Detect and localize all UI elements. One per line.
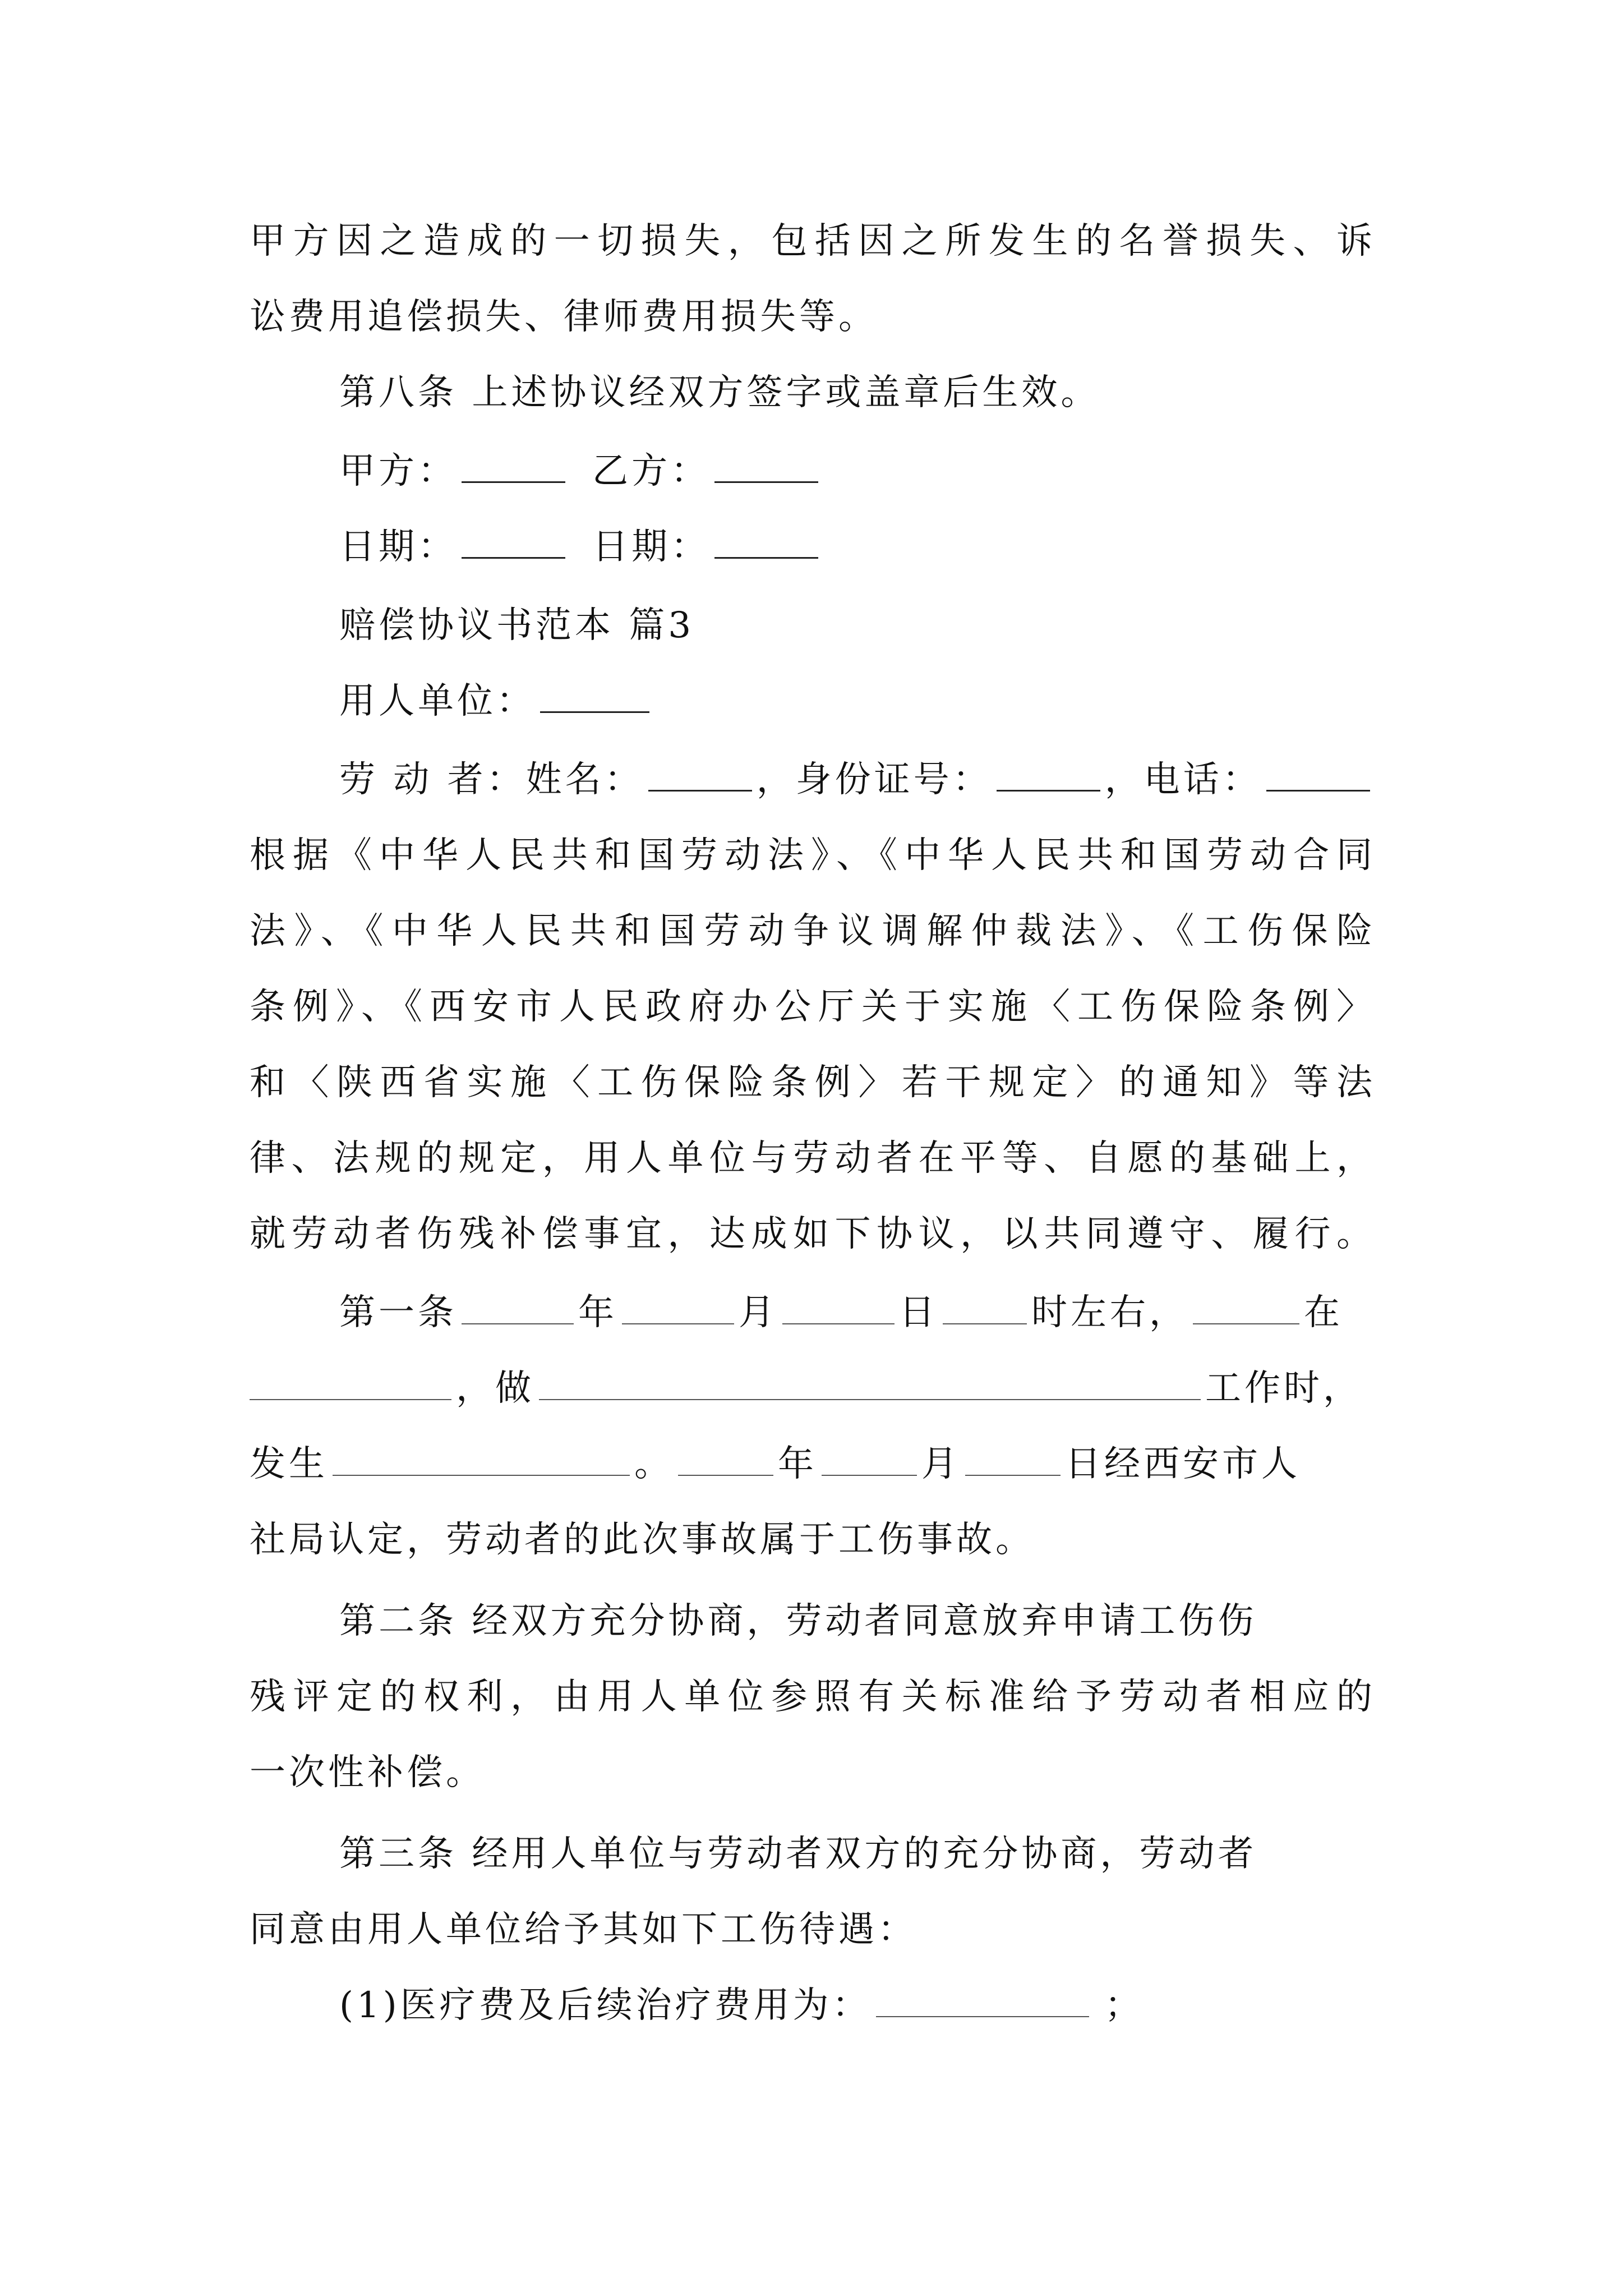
work-time-label: 工作时， — [1205, 1368, 1362, 1409]
section-heading: 赔偿协议书范本 篇3 — [339, 605, 695, 646]
year-label-2: 年 — [778, 1443, 817, 1485]
day-label-2: 日经西安市人 — [1065, 1443, 1301, 1485]
paragraph-line: 法》、《中华人民共和国劳动争议调解仲裁法》、《工伤保险 — [250, 910, 1376, 952]
party-a-label: 甲方： — [339, 450, 457, 492]
paragraph-line: 讼费用追偿损失、律师费用损失等。 — [250, 296, 878, 338]
worker-id-label: ，身份证号： — [756, 759, 992, 800]
work-label: ，做 — [456, 1368, 534, 1409]
hour-label: 时左右， — [1031, 1292, 1188, 1333]
paragraph-line: 甲方因之造成的一切损失，包括因之所发生的名誉损失、诉 — [250, 220, 1376, 262]
paragraph-line: 残评定的权利，由用人单位参照有关标准给予劳动者相应的 — [250, 1676, 1376, 1718]
article-three: 第三条 经用人单位与劳动者双方的充分协商，劳动者 — [339, 1833, 1257, 1875]
worker-phone-label: ，电话： — [1104, 759, 1262, 800]
article-one-line-2 — [250, 1363, 1362, 1414]
occurred-blank — [333, 1441, 630, 1476]
employer-blank — [540, 678, 649, 713]
month-label: 月 — [739, 1292, 778, 1333]
month-label-2: 月 — [921, 1443, 961, 1485]
day-blank — [782, 1290, 895, 1324]
location-label: 在 — [1304, 1292, 1343, 1333]
party-b-blank — [714, 448, 818, 483]
period-mark: 。 — [634, 1443, 674, 1485]
party-b-label: 乙方： — [592, 450, 710, 492]
article-one-label: 第一条 — [339, 1292, 457, 1333]
paragraph-line: 同意由用人单位给予其如下工伤待遇： — [250, 1909, 917, 1950]
date-a-blank — [462, 523, 565, 559]
party-a-blank — [462, 448, 565, 483]
worker-row — [339, 754, 1375, 805]
article-two: 第二条 经双方充分协商，劳动者同意放弃申请工伤伤 — [339, 1600, 1257, 1642]
worker-phone-blank — [1266, 756, 1370, 792]
paragraph-line: 律、法规的规定，用人单位与劳动者在平等、自愿的基础上， — [250, 1138, 1376, 1179]
article-one-line-1 — [339, 1287, 1343, 1338]
article-one-line-3 — [250, 1439, 1301, 1489]
employer-label: 用人单位： — [339, 680, 536, 722]
date-b-blank — [714, 523, 818, 559]
date-a-label: 日期： — [339, 526, 457, 568]
paragraph-line: 条例》、《西安市人民政府办公厅关于实施〈工伤保险条例〉 — [250, 986, 1376, 1028]
work-blank — [539, 1365, 1201, 1400]
paragraph-line: 根据《中华人民共和国劳动法》、《中华人民共和国劳动合同 — [250, 835, 1376, 876]
paragraph-line: 社局认定，劳动者的此次事故属于工伤事故。 — [250, 1519, 1035, 1561]
worker-name-label: 劳 动 者：姓名： — [339, 759, 644, 800]
article-eight: 第八条 上述协议经双方签字或盖章后生效。 — [339, 372, 1100, 413]
hour-blank — [943, 1290, 1027, 1324]
date-b-label: 日期： — [592, 526, 710, 568]
month-blank — [622, 1290, 734, 1324]
worker-name-blank — [648, 756, 752, 792]
month-blank-2 — [822, 1441, 917, 1476]
medical-fee-label: (1)医疗费及后续治疗费用为： — [339, 1985, 872, 2026]
occurred-label: 发生 — [250, 1443, 328, 1485]
medical-fee-blank — [876, 1982, 1089, 2017]
location-blank — [1193, 1290, 1299, 1324]
place-blank — [250, 1365, 451, 1400]
signature-date-row — [339, 522, 823, 572]
day-label: 日 — [899, 1292, 938, 1333]
year-blank-2 — [678, 1441, 773, 1476]
medical-fee-row — [339, 1980, 1144, 2031]
year-label: 年 — [578, 1292, 617, 1333]
day-blank-2 — [965, 1441, 1061, 1476]
semicolon: ； — [1104, 1985, 1144, 2026]
paragraph-line: 一次性补偿。 — [250, 1752, 485, 1793]
paragraph-line: 就劳动者伤残补偿事宜，达成如下协议，以共同遵守、履行。 — [250, 1213, 1376, 1255]
employer-row — [339, 676, 654, 726]
paragraph-line: 和〈陕西省实施〈工伤保险条例〉若干规定〉的通知》等法 — [250, 1062, 1376, 1103]
year-blank — [462, 1290, 574, 1324]
worker-id-blank — [997, 756, 1100, 792]
signature-party-row — [339, 446, 823, 496]
